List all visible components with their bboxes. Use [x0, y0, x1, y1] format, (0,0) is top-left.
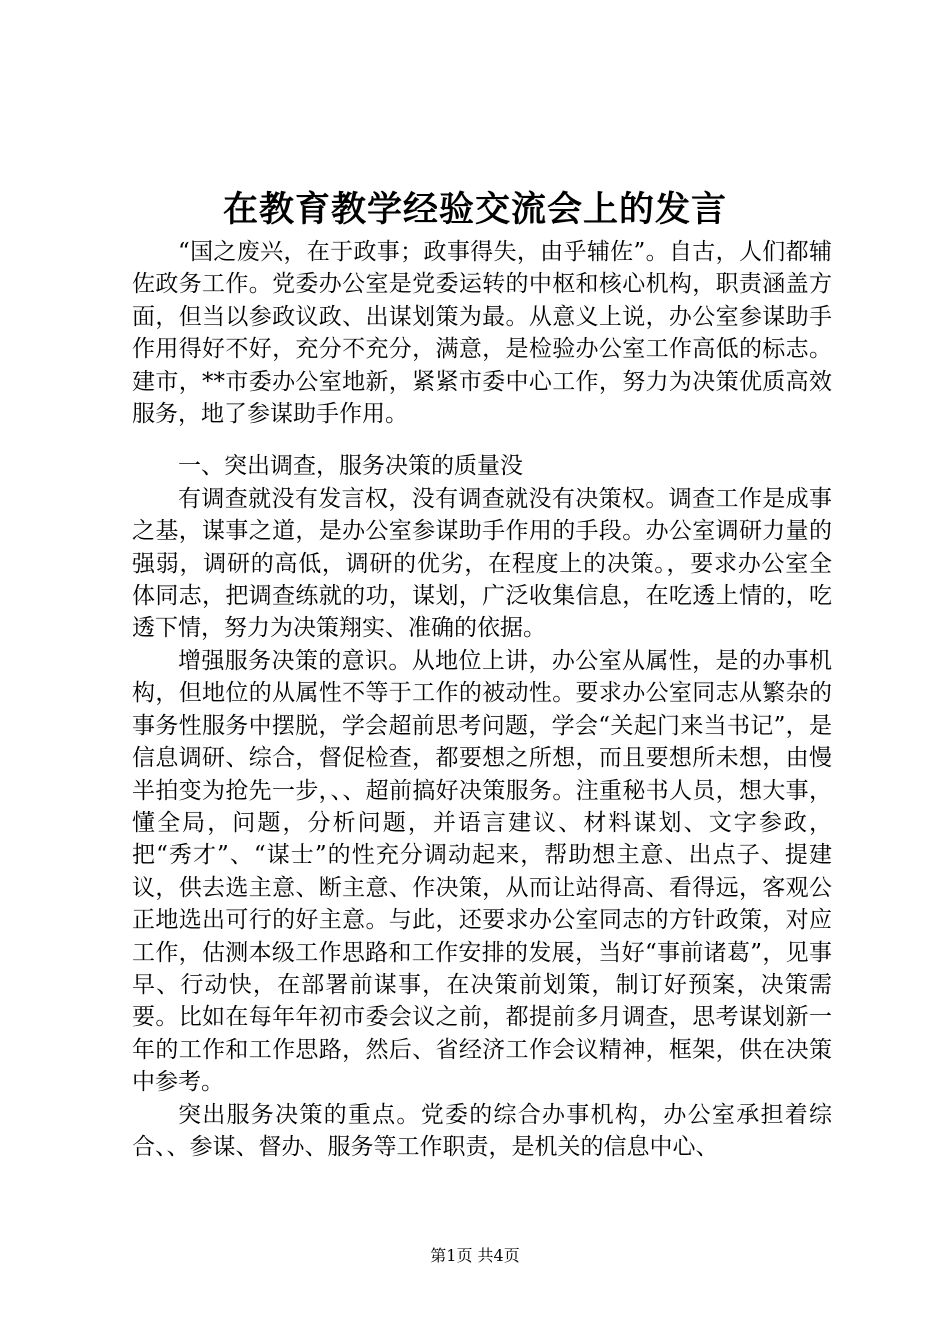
- section-heading: 一、突出调查，服务决策的质量没: [178, 453, 523, 480]
- body-paragraph: 有调查就没有发言权，没有调查就没有决策权。调查工作是成事之基，谋事之道，是办公室参谋助手作用的手段。办公室调研力量的强弱，调研的高低，调研的优劣，在程度上的决策。，要求办公室全体同志，把调查练就的功，谋划，广泛收集信息，在吃透上情的，吃透下情，努力为决策翔实、准确的依据。: [132, 485, 832, 642]
- intro-paragraph: “国之废兴，在于政事；政事得失，由乎辅佐”。自古，人们都辅佐政务工作。党委办公室是党委运转的中枢和核心机构，职责涵盖方面，但当以参政议政、出谋划策为最。从意义上说，办公室参谋助手作用得好不好，充分不充分，满意，是检验办公室工作高低的标志。建市，**市委办公室地新，紧紧市委中心工作，努力为决策优质高效服务，地了参谋助手作用。: [132, 239, 832, 428]
- document-title: 在教育教学经验交流会上的发言: [222, 189, 727, 230]
- page-footer: 第1页 共4页: [430, 1246, 520, 1265]
- document-body: [132, 236, 832, 1163]
- body-paragraph: 增强服务决策的意识。从地位上讲，办公室从属性，是的办事机构，但地位的从属性不等于工作的被动性。要求办公室同志从繁杂的事务性服务中摆脱，学会超前思考问题，学会“关起门来当书记”，是信息调研、综合，督促检查，都要想之所想，而且要想所未想，由慢半拍变为抢先一步，、、超前搞好决策服务。注重秘书人员，想大事，懂全局，问题，分析问题，并语言建议、材料谋划、文字参政，把“秀才”、“谋士”的性充分调动起来，帮助想主意、出点子、提建议，供去选主意、断主意、作决策，从而让站得高、看得远，客观公正地选出可行的好主意。与此，还要求办公室同志的方针政策，对应工作，估测本级工作思路和工作安排的发展，当好“事前诸葛”，见事早、行动快，在部署前谋事，在决策前划策，制订好预案，决策需要。比如在每年年初市委会议之前，都提前多月调查，思考谋划新一年的工作和工作思路，然后、省经济工作会议精神，框架，供在决策中参考。: [132, 647, 832, 1096]
- body-paragraph: 突出服务决策的重点。党委的综合办事机构，办公室承担着综合、、参谋、督办、服务等工作职责，是机关的信息中心、: [132, 1101, 832, 1160]
